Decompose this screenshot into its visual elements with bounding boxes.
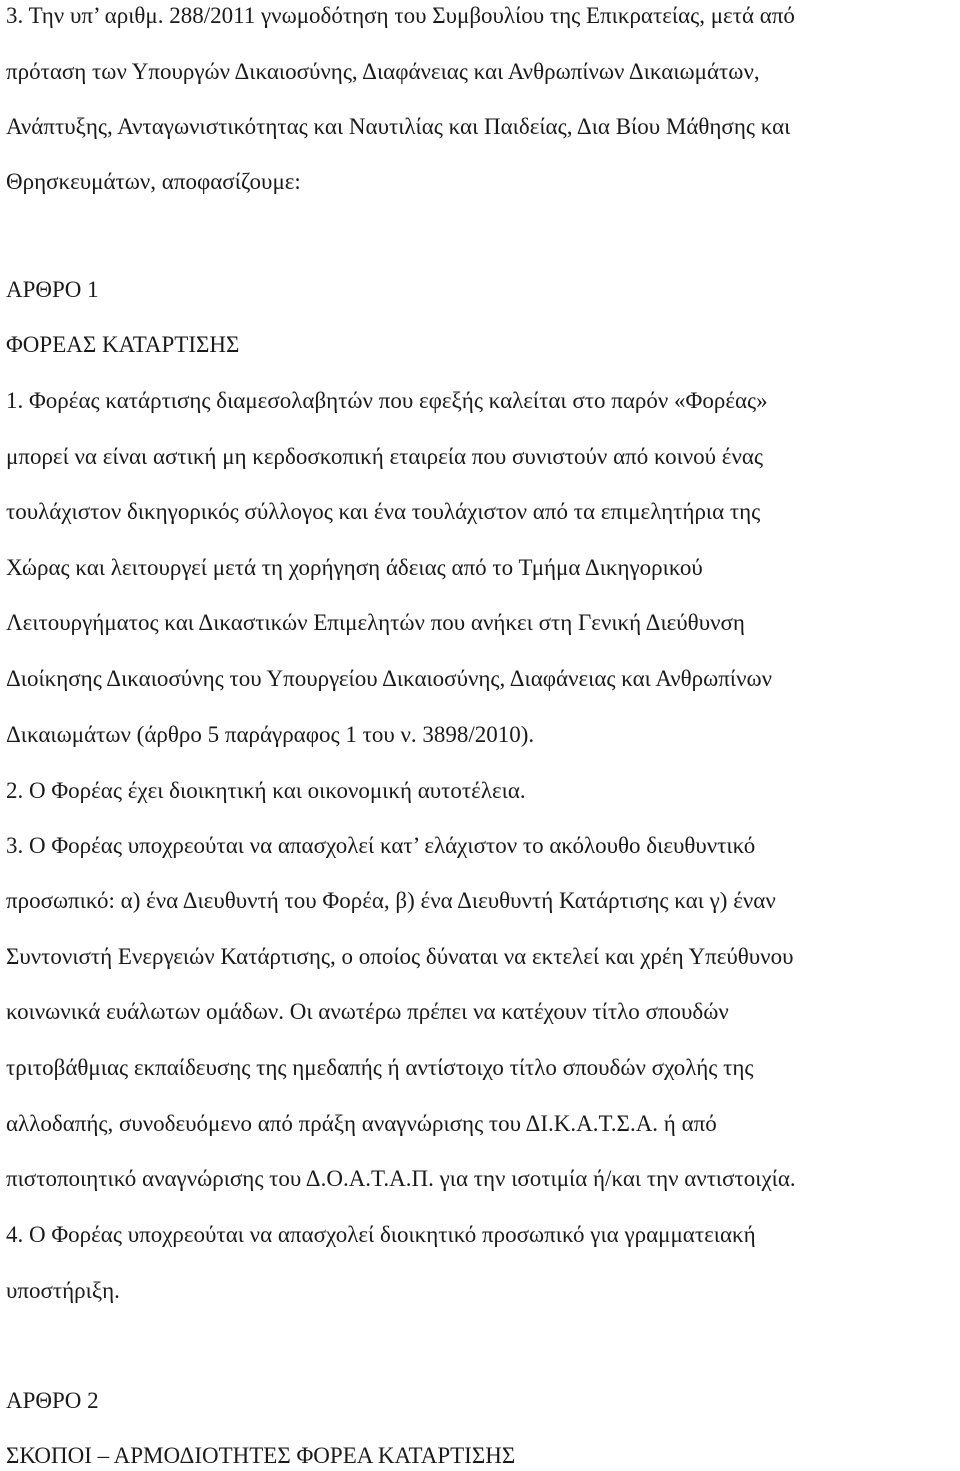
article-1-line: 2. Ο Φορέας έχει διοικητική και οικονομική αυτοτέλεια. [6, 778, 526, 803]
article-1-line: μπορεί να είναι αστική μη κερδοσκοπική εταιρεία που συνιστούν από κοινού ένας [6, 444, 764, 469]
article-1-line: τουλάχιστον δικηγορικός σύλλογος και ένα τουλάχιστον από τα επιμελητήρια της [6, 499, 761, 524]
article-2-heading: ΑΡΘΡΟ 2 [6, 1388, 99, 1413]
article-1-line: 1. Φορέας κατάρτισης διαμεσολαβητών που εφεξής καλείται στο παρόν «Φορέας» [6, 388, 768, 413]
article-1-line: 3. Ο Φορέας υποχρεούται να απασχολεί κατ’ ελάχιστον το ακόλουθο διευθυντικό [6, 833, 756, 858]
article-1-line: κοινωνικά ευάλωτων ομάδων. Οι ανωτέρω πρέπει να κατέχουν τίτλο σπουδών [6, 999, 729, 1024]
article-1-heading: ΑΡΘΡΟ 1 [6, 277, 99, 302]
intro-line: Θρησκευμάτων, αποφασίζουμε: [6, 169, 301, 194]
article-1-line: Διοίκησης Δικαιοσύνης του Υπουργείου Δικαιοσύνης, Διαφάνειας και Ανθρωπίνων [6, 666, 773, 691]
article-1-line: 4. Ο Φορέας υποχρεούται να απασχολεί διοικητικό προσωπικό για γραμματειακή [6, 1222, 756, 1247]
article-2-title: ΣΚΟΠΟΙ – ΑΡΜΟΔΙΟΤΗΤΕΣ ΦΟΡΕΑ ΚΑΤΑΡΤΙΣΗΣ [6, 1443, 516, 1468]
article-1-line: προσωπικό: α) ένα Διευθυντή του Φορέα, β) ένα Διευθυντή Κατάρτισης και γ) έναν [6, 888, 776, 913]
intro-line: Ανάπτυξης, Ανταγωνιστικότητας και Ναυτιλίας και Παιδείας, Δια Βίου Μάθησης και [6, 114, 791, 139]
article-1-line: Συντονιστή Ενεργειών Κατάρτισης, ο οποίος δύναται να εκτελεί και χρέη Υπεύθυνου [6, 944, 794, 969]
intro-line: πρόταση των Υπουργών Δικαιοσύνης, Διαφάνειας και Ανθρωπίνων Δικαιωμάτων, [6, 59, 760, 84]
article-1-title: ΦΟΡΕΑΣ ΚΑΤΑΡΤΙΣΗΣ [6, 332, 240, 357]
article-1-line: Λειτουργήματος και Δικαστικών Επιμελητών που ανήκει στη Γενική Διεύθυνση [6, 610, 745, 635]
article-1-line: Δικαιωμάτων (άρθρο 5 παράγραφος 1 του ν. 3898/2010). [6, 722, 535, 747]
article-1-line: υποστήριξη. [6, 1278, 120, 1303]
article-1-line: αλλοδαπής, συνοδευόμενο από πράξη αναγνώρισης του ΔΙ.Κ.Α.Τ.Σ.Α. ή από [6, 1111, 717, 1136]
article-1-line: πιστοποιητικό αναγνώρισης του Δ.Ο.Α.Τ.Α.Π. για την ισοτιμία ή/και την αντιστοιχία. [6, 1166, 796, 1191]
article-1-line: τριτοβάθμιας εκπαίδευσης της ημεδαπής ή αντίστοιχο τίτλο σπουδών σχολής της [6, 1055, 754, 1080]
intro-line: 3. Την υπ’ αριθμ. 288/2011 γνωμοδότηση του Συμβουλίου της Επικρατείας, μετά από [6, 3, 795, 28]
article-1-line: Χώρας και λειτουργεί μετά τη χορήγηση άδειας από το Τμήμα Δικηγορικού [6, 555, 703, 580]
